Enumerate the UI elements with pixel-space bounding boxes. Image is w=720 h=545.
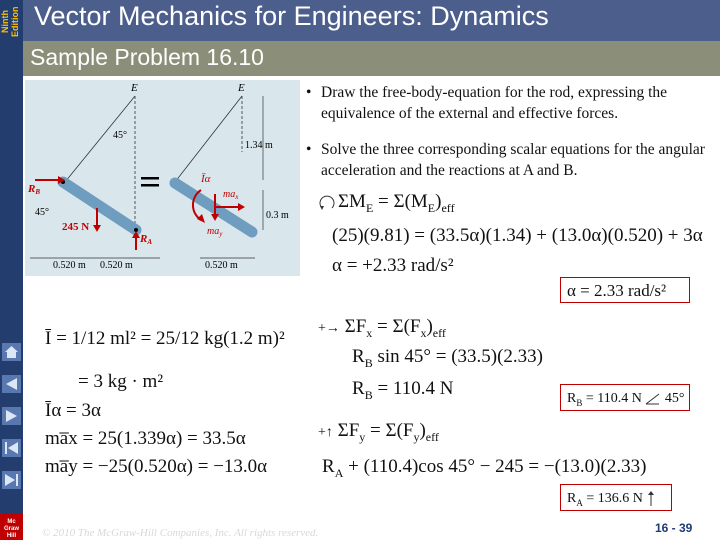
page-number: 16 - 39: [655, 521, 693, 535]
last-button[interactable]: [0, 469, 23, 491]
dim-2-label: 0.520 m: [100, 260, 133, 271]
svg-text:Mc: Mc: [7, 519, 16, 525]
inertia-line-5: ma̅y = −25(0.520α) = −13.0α: [45, 456, 268, 477]
inertia-line-4: ma̅x = 25(1.339α) = 33.5α: [45, 428, 246, 449]
fx-eq: = Σ(F: [377, 316, 421, 337]
bullet-1: • Draw the free-body-equation for the rod, expressing the equivalence of the external and effective forces.: [306, 82, 706, 124]
moment-sub: E: [365, 200, 374, 215]
bullet-2-text: Solve the three corresponding scalar equations for the angular acceleration and the reactions at A and B.: [321, 141, 705, 179]
ra-subscript: A: [147, 238, 153, 246]
fy-line-1-r: R: [322, 456, 335, 477]
rb-result-sub: B: [576, 397, 583, 408]
max-label: ma: [223, 189, 236, 200]
fx-sub: x: [366, 325, 373, 340]
inertia-line-3: Īα = 3α: [45, 400, 101, 421]
fx-line-2-r: R: [352, 378, 365, 399]
fx-sum: ΣF: [344, 316, 367, 337]
arrow-right-icon: [0, 405, 23, 427]
previous-button[interactable]: [0, 373, 23, 395]
fy-line-1-rest: + (110.4)cos 45° − 245 = −(13.0)(2.33): [343, 456, 647, 477]
fy-sum: ΣF: [337, 420, 360, 441]
rotation-arrow-icon: [318, 194, 338, 212]
may-label: ma: [207, 226, 220, 237]
moment-eq-end: ): [435, 191, 442, 212]
moment-eq-sub: E: [427, 200, 436, 215]
home-icon: [0, 341, 23, 363]
edition-label: Ninth Edition: [0, 6, 20, 38]
fy-line-1-sub: A: [334, 465, 344, 480]
fx-line-1-rest: sin 45° = (33.5)(2.33): [372, 346, 543, 367]
svg-text:Graw: Graw: [3, 526, 20, 532]
fy-eq-end: ): [419, 420, 426, 441]
rb-result-angle: 45°: [664, 391, 685, 406]
ra-result-box: [560, 484, 672, 511]
fy-eq: = Σ(F: [370, 420, 414, 441]
arrow-last-icon: [0, 469, 23, 491]
fx-sum-equation: +→ $\Sigma F_x = \Sigma(F_x)_{eff}$: [318, 316, 446, 340]
fx-line-2-sub: B: [364, 387, 373, 402]
fy-line-1: [322, 456, 646, 481]
fx-eq-sub: x: [420, 325, 427, 340]
free-body-diagram: [25, 80, 300, 276]
rb-label: R: [28, 183, 36, 195]
arrow-up-icon: [646, 491, 656, 507]
rb-result-r: R: [567, 391, 577, 406]
moment-line-1: (25)(9.81) = (33.5α)(1.34) + (13.0α)(0.520) + 3α: [332, 225, 703, 246]
fx-line-1-sub: B: [364, 355, 373, 370]
moment-line-2: α = +2.33 rad/s²: [332, 255, 454, 276]
rb-subscript: B: [35, 188, 41, 196]
ra-label: R: [140, 233, 148, 245]
alpha-result-box: [560, 277, 690, 303]
dim-03-label: 0.3 m: [266, 210, 289, 221]
fx-line-2-rest: = 110.4 N: [372, 378, 454, 399]
label-e-right: E: [238, 82, 245, 94]
fy-eq-sub: y: [413, 429, 420, 444]
ra-result-value: = 136.6 N: [582, 491, 643, 506]
fy-sum-equation: +↑ $\Sigma F_y = \Sigma(F_y)_{eff}$: [318, 420, 439, 444]
ialpha-label: Īα: [201, 173, 211, 185]
page-subtitle: Sample Problem 16.10: [30, 44, 264, 70]
moment-sum: ΣM: [338, 191, 366, 212]
rb-result-value: = 110.4 N: [582, 391, 642, 406]
first-button[interactable]: [0, 437, 23, 459]
moment-eff: eff: [441, 200, 455, 215]
moment-eq: = Σ(M: [378, 191, 428, 212]
moment-sum-equation: [318, 191, 455, 216]
label-e-left: E: [131, 82, 138, 94]
dim-height-label: 1.34 m: [245, 140, 273, 151]
fx-eff: eff: [432, 325, 446, 340]
fy-sub: y: [359, 429, 366, 444]
bullet-1-text: Draw the free-body-equation for the rod, expressing the equivalence of the external and effective forces.: [321, 84, 668, 122]
fx-eq-end: ): [426, 316, 433, 337]
fx-line-1-r: R: [352, 346, 365, 367]
svg-text:Hill: Hill: [6, 533, 17, 539]
ra-result-sub: A: [576, 497, 583, 508]
fx-line-2: [352, 378, 453, 403]
arrow-first-icon: [0, 437, 23, 459]
mcgraw-hill-logo-icon: [0, 514, 23, 540]
ra-result-r: R: [567, 491, 577, 506]
angle-top-label: 45°: [113, 130, 127, 141]
alpha-result: α = 2.33 rad/s²: [567, 281, 667, 300]
dim-3-label: 0.520 m: [205, 260, 238, 271]
fx-line-1: [352, 346, 543, 371]
publisher-logo: [0, 514, 23, 540]
fy-eff: eff: [425, 429, 439, 444]
angle-arrow-icon: [645, 393, 661, 405]
max-subscript: x: [235, 193, 239, 201]
may-subscript: y: [219, 230, 223, 238]
weight-label: 245 N: [62, 221, 90, 233]
bullet-2: • Solve the three corresponding scalar equations for the angular acceleration and the reactions at A and B.: [306, 141, 705, 179]
inertia-line-1: Ī = 1/12 ml² = 25/12 kg(1.2 m)²: [45, 328, 285, 349]
dim-1-label: 0.520 m: [53, 260, 86, 271]
inertia-line-2: = 3 kg · m²: [78, 371, 164, 392]
next-button[interactable]: [0, 405, 23, 427]
page-title: Vector Mechanics for Engineers: Dynamics: [34, 1, 549, 31]
copyright: © 2010 The McGraw-Hill Companies, Inc. All rights reserved.: [42, 527, 319, 539]
home-button[interactable]: [0, 341, 23, 363]
angle-left-label: 45°: [35, 207, 49, 218]
rb-result-box: [560, 384, 690, 411]
arrow-left-icon: [0, 373, 23, 395]
